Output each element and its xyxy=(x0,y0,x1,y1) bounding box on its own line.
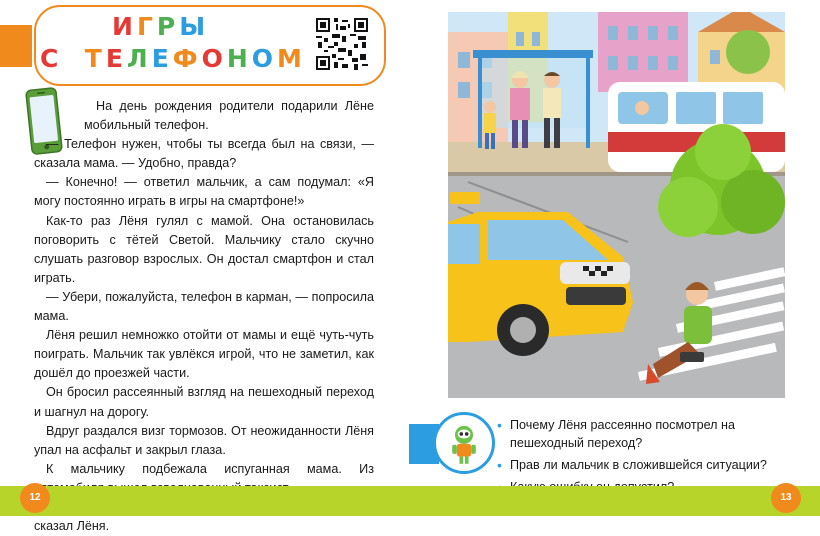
story-paragraph: — Убери, пожалуйста, телефон в карман, — попросила мама. xyxy=(34,289,374,324)
title-letter: О xyxy=(251,44,275,73)
story-paragraph: — Конечно! — ответил мальчик, а сам подумал: «Я могу постоянно играть в игры на смартфоне!» xyxy=(34,175,374,209)
title-letter: И xyxy=(112,12,134,41)
title-letter: Н xyxy=(226,44,249,73)
story-paragraph: сказал Лёня. xyxy=(34,519,110,534)
title-line-1 xyxy=(112,12,209,41)
question-item xyxy=(497,416,787,452)
title-letter: Е xyxy=(105,44,124,73)
story-paragraph: На день рождения родители подарили Лёне мобильный телефон. xyxy=(84,99,374,133)
bullet-icon: • xyxy=(497,417,502,433)
title-letter: С xyxy=(40,44,60,73)
qr-code-icon[interactable] xyxy=(314,16,370,72)
question-text: Почему Лёня рассеянно посмотрел на пешеходный переход? xyxy=(510,418,735,450)
story-paragraph: Он бросил рассеянный взгляд на пешеходный переход и шагнул на дорогу. xyxy=(34,385,374,419)
story-paragraph: — Телефон нужен, чтобы ты всегда был на связи, — сказала мама. — Удобно, правда? xyxy=(34,137,374,171)
robot-mascot-icon xyxy=(433,412,495,474)
story-paragraph: Лёня решил немножко отойти от мамы и ещё чуть-чуть поиграть. Мальчик так увлёкся игрой, что не заметил, как дошёл до проезжей части. xyxy=(34,328,374,381)
footer-band xyxy=(0,486,820,516)
bullet-icon: • xyxy=(497,457,502,473)
title-letter: Ы xyxy=(179,12,207,41)
title-letter: М xyxy=(277,44,303,73)
page-number-right: 13 xyxy=(771,483,801,513)
story-paragraph: Вдруг раздался визг тормозов. От неожиданности Лёня упал на асфальт и закрыл глаза. xyxy=(34,423,374,457)
title-letter: Е xyxy=(151,44,170,73)
story-paragraph: К мальчику подбежала испуганная мама. Из xyxy=(46,461,374,476)
story-paragraph: Как-то раз Лёня гулял с мамой. Она остановилась поговорить с тётей Светой. Мальчику стало скучно слушать разговор взрослых. Он достал смартфон и стал играть. xyxy=(34,213,374,285)
page-number-left: 12 xyxy=(20,483,50,513)
question-text: Прав ли мальчик в сложившейся ситуации? xyxy=(510,458,767,472)
title-letter: Г xyxy=(136,12,154,41)
title-letter: Р xyxy=(156,12,177,41)
title-letter: Л xyxy=(126,44,149,73)
title-letter: О xyxy=(201,44,224,73)
story-text xyxy=(34,97,374,536)
title-tab-decoration xyxy=(0,25,32,67)
question-item xyxy=(497,456,787,474)
title-letter xyxy=(62,44,81,73)
title-letter: Ф xyxy=(172,44,199,73)
title-letter: Т xyxy=(84,44,103,73)
title-line-2 xyxy=(40,44,306,73)
street-scene-illustration xyxy=(448,12,785,398)
